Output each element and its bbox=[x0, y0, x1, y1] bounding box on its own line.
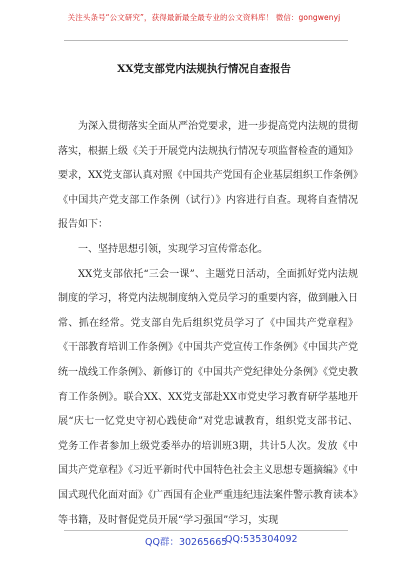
document-body bbox=[58, 115, 358, 533]
footer-qq-number: QQ:535304092 bbox=[225, 534, 298, 545]
paragraph-intro: 为深入贯彻落实全面从严治党要求，进一步提高党内法规的贯彻落实，根据上级《关于开展党内法规执行情况专项监督检查的通知》要求，XX党支部认真对照《中国共产党国有企业基层组织工作条例》《中国共产党支部工作条例（试行）》内容进行自查。现将自查情况报告如下： bbox=[58, 121, 358, 231]
header-banner: 关注头条号“公文研究”，获得最新最全最专业的公文资料库！ 微信：gongwenyj bbox=[67, 13, 341, 22]
header-divider bbox=[64, 40, 348, 41]
section-heading-1: 一、坚持思想引领，实现学习宣传常态化。 bbox=[78, 243, 268, 255]
document-title: XX党支部党内法规执行情况自查报告 bbox=[117, 63, 291, 75]
footer-divider bbox=[64, 530, 348, 531]
paragraph-section-1: XX党支部依托“三会一课”、主题党日活动，全面抓好党内法规制度的学习，将党内法规制度纳入党员学习的重要内容，做到融入日常、抓在经常。党支部自先后组织党员学习了《中国共产党章程》《干部教育培训工作条例》《中国共产党宣传工作条例》《中国共产党统一战线工作条例》、新修订的《中国共产党纪律处分条例》《党史教育工作条例》。联合XX、XX党支部赴XX市党史学习教育研学基地开展“庆七一忆党史守初心践使命”对党忠诚教育，组织党支部书记、党务工作者参加上级党委举办的培训班3期，共计5人次。发放《中国共产党章程》《习近平新时代中国特色社会主义思想专题摘编》《中国式现代化面对面》《广西国有企业严重违纪违法案件警示教育读本》等书籍，及时督促党员开展“学习强国”学习，实现 bbox=[58, 268, 358, 526]
footer-qq-group: QQ群：30265665 bbox=[145, 537, 228, 548]
